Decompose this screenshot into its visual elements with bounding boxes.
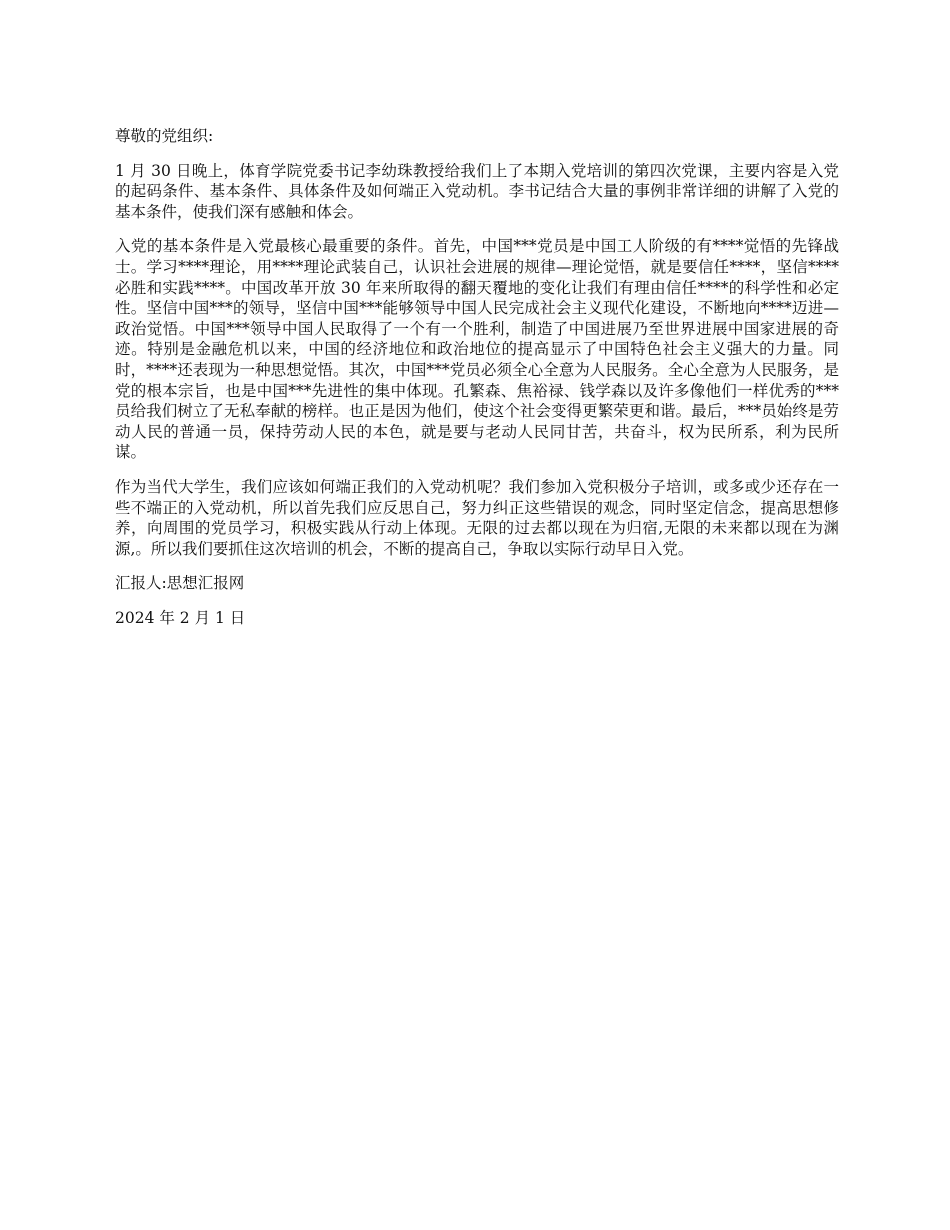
paragraph-intro: 1 月 30 日晚上，体育学院党委书记李幼珠教授给我们上了本期入党培训的第四次党课，主要内容是入党的起码条件、基本条件、具体条件及如何端正入党动机。李书记结合大量的事例非常详细的讲解了入党的基本条件，使我们深有感触和体会。: [115, 161, 839, 221]
report-date: 2024 年 2 月 1 日: [115, 608, 246, 627]
paragraph-basic-conditions: 入党的基本条件是入党最核心最重要的条件。首先，中国***党员是中国工人阶级的有****觉悟的先锋战士。学习****理论，用****理论武装自己，认识社会进展的规律—理论觉悟，就是要信任****，坚信****必胜和实践****。中国改革开放 30 年来所取得的翻天覆地的变化让我们有理由信任****的科学性和必定性。坚信中国***的领导，坚信中国***能够领导中国人民完成社会主义现代化建设，不断地向****迈进—政治觉悟。中国***领导中国人民取得了一个有一个胜利，制造了中国进展乃至世界进展中国家进展的奇迹。特别是金融危机以来，中国的经济地位和政治地位的提高显示了中国特色社会主义强大的力量。同时，****还表现为一种思想觉悟。其次，中国***党员必须全心全意为人民服务。全心全意为人民服务，是党的根本宗旨，也是中国***先进性的集中体现。孔繁森、焦裕禄、钱学森以及许多像他们一样优秀的***员给我们树立了无私奉献的榜样。也正是因为他们，使这个社会变得更繁荣更和谐。最后，***员始终是劳动人民的普通一员，保持劳动人民的本色，就是要与老动人民同甘苦，共奋斗，权为民所系，利为民所谋。: [115, 237, 839, 462]
reporter-signature: 汇报人:思想汇报网: [115, 574, 245, 593]
paragraph-motivation: 作为当代大学生，我们应该如何端正我们的入党动机呢？我们参加入党积极分子培训，或多或少还存在一些不端正的入党动机，所以首先我们应反思自己，努力纠正这些错误的观念，同时坚定信念，提高思想修养，向周围的党员学习，积极实践从行动上体现。无限的过去都以现在为归宿,无限的未来都以现在为渊源,。所以我们要抓住这次培训的机会，不断的提高自己，争取以实际行动早日入党。: [115, 477, 839, 558]
salutation: 尊敬的党组织:: [115, 127, 214, 145]
document-page: [115, 126, 839, 642]
